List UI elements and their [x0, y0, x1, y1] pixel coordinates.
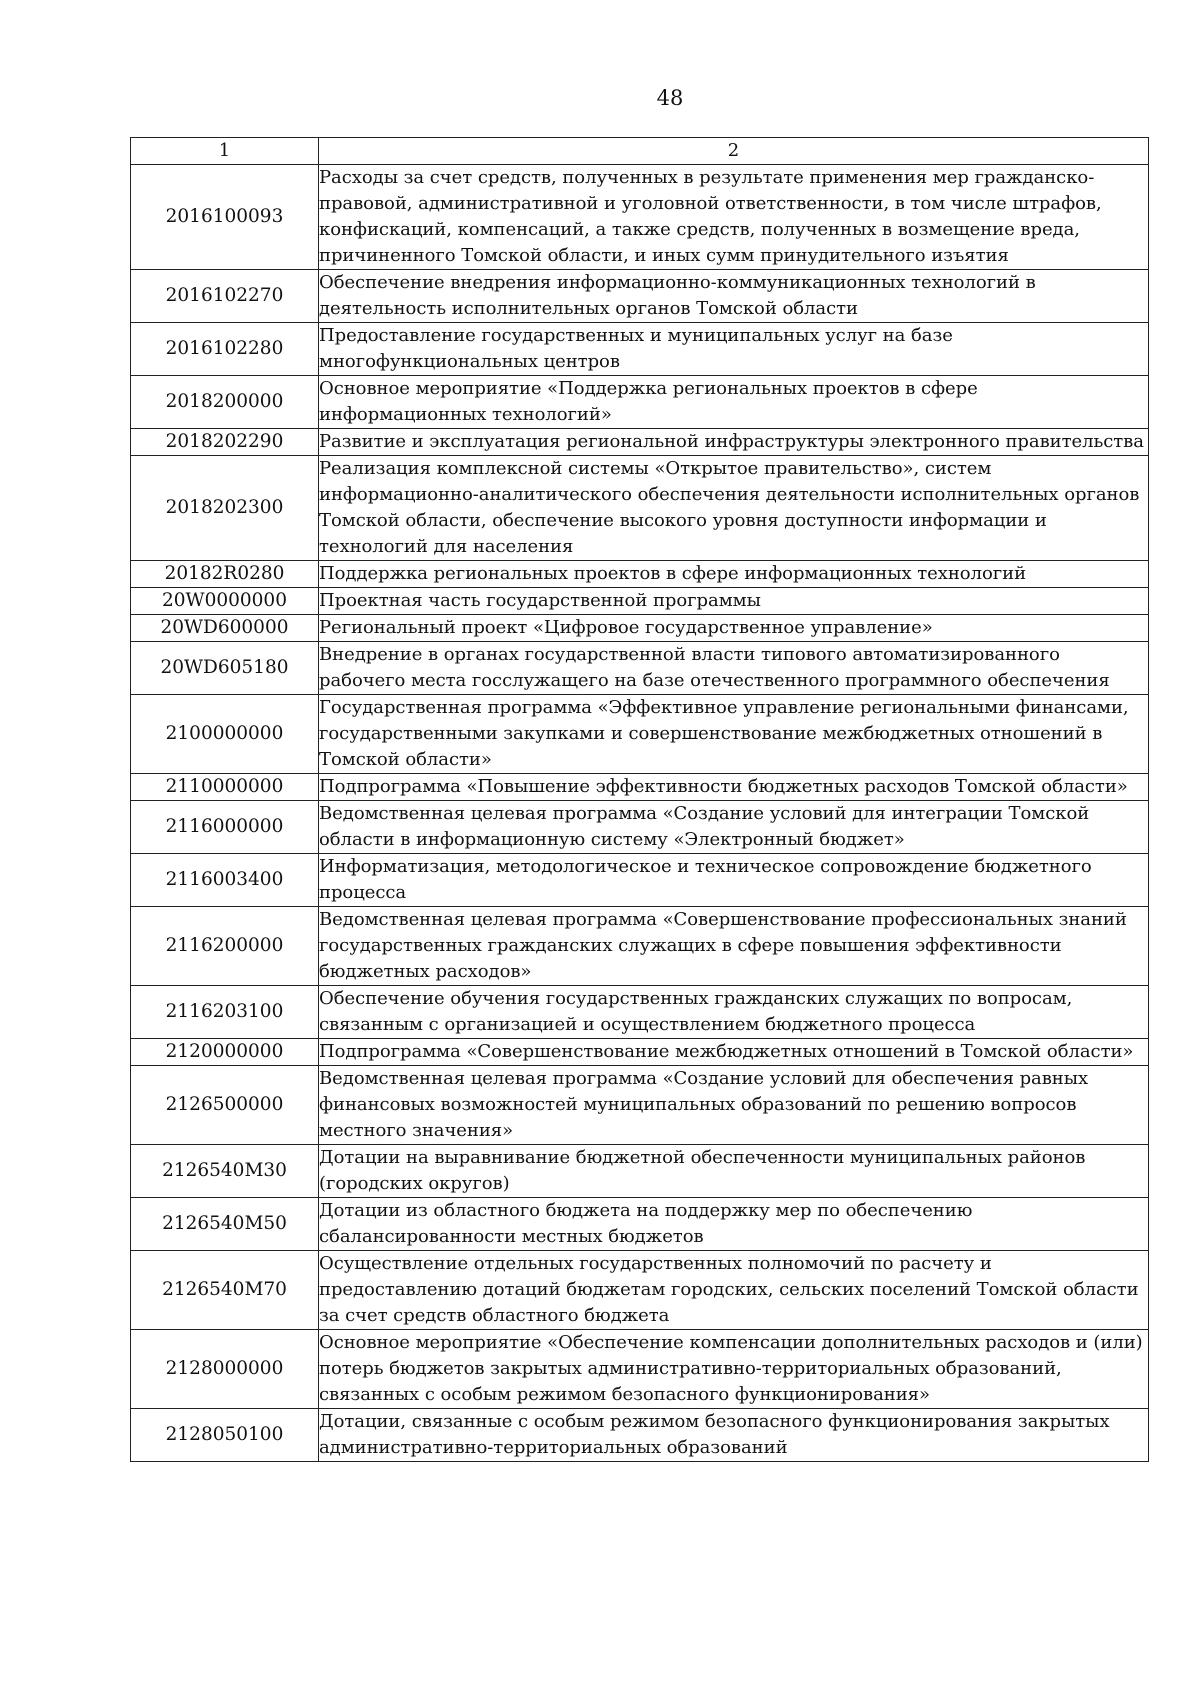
table-row	[131, 429, 1149, 456]
row-code: 2018202290	[131, 429, 319, 456]
table-row	[131, 376, 1149, 429]
table-row	[131, 1039, 1149, 1066]
row-description: Расходы за счет средств, полученных в результате применения мер гражданско-правовой, административной и уголовной ответственности, в том числе штрафов, конфискаций, компенсаций, а также средств, полученных в возмещение вреда, причиненного Томской области, и иных сумм принудительного изъятия	[319, 165, 1149, 270]
row-code: 2018202300	[131, 456, 319, 561]
column-header-1: 1	[131, 138, 319, 165]
table-row	[131, 695, 1149, 774]
table-row	[131, 1330, 1149, 1409]
budget-codes-table	[130, 137, 1149, 1462]
row-description: Дотации из областного бюджета на поддержку мер по обеспечению сбалансированности местных бюджетов	[319, 1198, 1149, 1251]
table-row	[131, 774, 1149, 801]
table-row	[131, 561, 1149, 588]
row-code: 2126540М70	[131, 1251, 319, 1330]
table-row	[131, 270, 1149, 323]
row-code: 2128050100	[131, 1409, 319, 1462]
row-code: 2016100093	[131, 165, 319, 270]
table-row	[131, 1198, 1149, 1251]
row-description: Государственная программа «Эффективное управление региональными финансами, государственными закупками и совершенствование межбюджетных отношений в Томской области»	[319, 695, 1149, 774]
table-row	[131, 986, 1149, 1039]
row-code: 2126540М50	[131, 1198, 319, 1251]
row-description: Ведомственная целевая программа «Совершенствование профессиональных знаний государственных гражданских служащих в сфере повышения эффективности бюджетных расходов»	[319, 907, 1149, 986]
row-description: Информатизация, методологическое и техническое сопровождение бюджетного процесса	[319, 854, 1149, 907]
row-code: 2116003400	[131, 854, 319, 907]
column-header-2: 2	[319, 138, 1149, 165]
row-code: 2016102270	[131, 270, 319, 323]
row-description: Внедрение в органах государственной власти типового автоматизированного рабочего места госслужащего на базе отечественного программного обеспечения	[319, 642, 1149, 695]
row-description: Ведомственная целевая программа «Создание условий для обеспечения равных финансовых возможностей муниципальных образований по решению вопросов местного значения»	[319, 1066, 1149, 1145]
row-code: 2016102280	[131, 323, 319, 376]
row-description: Основное мероприятие «Обеспечение компенсации дополнительных расходов и (или) потерь бюджетов закрытых административно-территориальных образований, связанных с особым режимом безопасного функционирования»	[319, 1330, 1149, 1409]
table-row	[131, 165, 1149, 270]
table-row	[131, 1145, 1149, 1198]
table-row	[131, 801, 1149, 854]
row-code: 2126500000	[131, 1066, 319, 1145]
table-row	[131, 642, 1149, 695]
row-code: 20W0000000	[131, 588, 319, 615]
row-description: Дотации, связанные с особым режимом безопасного функционирования закрытых административно-территориальных образований	[319, 1409, 1149, 1462]
row-code: 2128000000	[131, 1330, 319, 1409]
row-code: 2100000000	[131, 695, 319, 774]
row-description: Проектная часть государственной программы	[319, 588, 1149, 615]
row-description: Обеспечение внедрения информационно-коммуникационных технологий в деятельность исполнительных органов Томской области	[319, 270, 1149, 323]
row-description: Ведомственная целевая программа «Создание условий для интеграции Томской области в информационную систему «Электронный бюджет»	[319, 801, 1149, 854]
row-code: 2018200000	[131, 376, 319, 429]
page-number: 48	[656, 86, 684, 110]
table-row	[131, 456, 1149, 561]
row-description: Подпрограмма «Совершенствование межбюджетных отношений в Томской области»	[319, 1039, 1149, 1066]
row-code: 2116200000	[131, 907, 319, 986]
row-code: 2116203100	[131, 986, 319, 1039]
row-code: 2126540М30	[131, 1145, 319, 1198]
row-code: 2110000000	[131, 774, 319, 801]
row-description: Поддержка региональных проектов в сфере информационных технологий	[319, 561, 1149, 588]
row-description: Предоставление государственных и муниципальных услуг на базе многофункциональных центров	[319, 323, 1149, 376]
row-code: 20WD605180	[131, 642, 319, 695]
table-row	[131, 1251, 1149, 1330]
table-row	[131, 854, 1149, 907]
row-description: Основное мероприятие «Поддержка региональных проектов в сфере информационных технологий»	[319, 376, 1149, 429]
table-row	[131, 615, 1149, 642]
table-row	[131, 323, 1149, 376]
row-description: Дотации на выравнивание бюджетной обеспеченности муниципальных районов (городских округов)	[319, 1145, 1149, 1198]
table-header-row	[131, 138, 1149, 165]
row-description: Осуществление отдельных государственных полномочий по расчету и предоставлению дотаций бюджетам городских, сельских поселений Томской области за счет средств областного бюджета	[319, 1251, 1149, 1330]
table-row	[131, 1409, 1149, 1462]
row-code: 2116000000	[131, 801, 319, 854]
row-code: 20WD600000	[131, 615, 319, 642]
row-description: Обеспечение обучения государственных гражданских служащих по вопросам, связанным с организацией и осуществлением бюджетного процесса	[319, 986, 1149, 1039]
row-description: Реализация комплексной системы «Открытое правительство», систем информационно-аналитического обеспечения деятельности исполнительных органов Томской области, обеспечение высокого уровня доступности информации и технологий для населения	[319, 456, 1149, 561]
table-row	[131, 907, 1149, 986]
row-description: Развитие и эксплуатация региональной инфраструктуры электронного правительства	[319, 429, 1149, 456]
row-code: 2120000000	[131, 1039, 319, 1066]
table-row	[131, 588, 1149, 615]
row-code: 20182R0280	[131, 561, 319, 588]
row-description: Региональный проект «Цифровое государственное управление»	[319, 615, 1149, 642]
table-row	[131, 1066, 1149, 1145]
row-description: Подпрограмма «Повышение эффективности бюджетных расходов Томской области»	[319, 774, 1149, 801]
